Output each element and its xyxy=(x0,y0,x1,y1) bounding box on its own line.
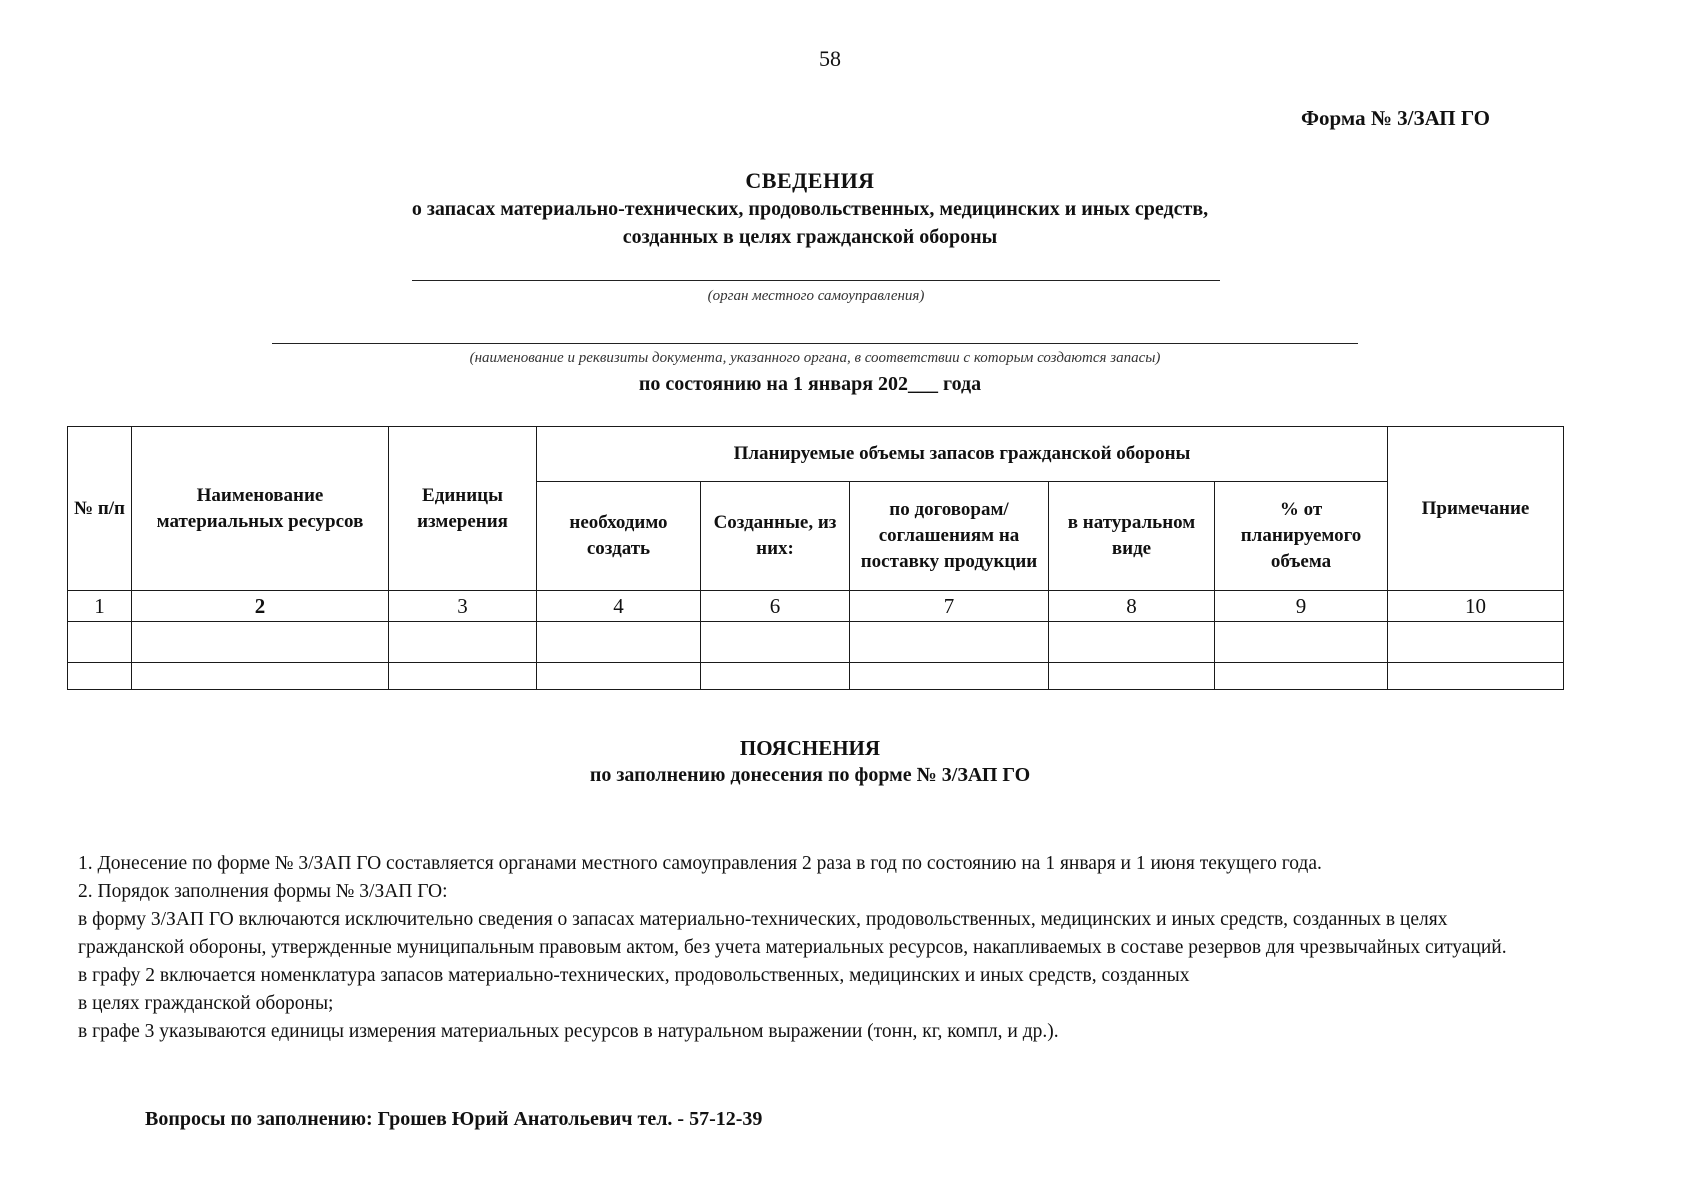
table-cell[interactable] xyxy=(701,622,850,663)
contact-info: Вопросы по заполнению: Грошев Юрий Анатольевич тел. - 57-12-39 xyxy=(145,1108,763,1130)
document-subtitle-line2: созданных в целях гражданской обороны xyxy=(622,226,998,248)
explanation-paragraph: в графе 3 указываются единицы измерения материальных ресурсов в натуральном выражении (тонн, кг, компл, и др.). xyxy=(78,1021,1059,1042)
header-col-note: Примечание xyxy=(1388,427,1564,591)
table-cell[interactable] xyxy=(132,663,389,690)
header-col-units: Единицы измерения xyxy=(389,427,537,591)
as-of-date: по состоянию на 1 января 202___ года xyxy=(638,373,982,395)
table-cell[interactable] xyxy=(1049,622,1215,663)
explanation-paragraph: в графу 2 включается номенклатура запасов материально-технических, продовольственных, медицинских и иных средств, созданных xyxy=(78,965,1190,986)
form-number: Форма № 3/ЗАП ГО xyxy=(1301,106,1490,130)
header-col-name: Наименование материальных ресурсов xyxy=(132,427,389,591)
explanation-paragraph: 2. Порядок заполнения формы № 3/ЗАП ГО: xyxy=(78,881,448,902)
header-col-contracts: по договорам/ соглашениям на поставку продукции xyxy=(850,482,1049,591)
table-row xyxy=(68,663,1564,690)
table-cell[interactable] xyxy=(850,622,1049,663)
column-number: 9 xyxy=(1215,591,1388,622)
table-cell[interactable] xyxy=(701,663,850,690)
table-cell[interactable] xyxy=(389,622,537,663)
column-number: 8 xyxy=(1049,591,1215,622)
document-fill-line[interactable] xyxy=(272,343,1358,344)
column-number: 10 xyxy=(1388,591,1564,622)
table-cell[interactable] xyxy=(68,663,132,690)
header-col-percent: % от планируемого объема xyxy=(1215,482,1388,591)
explanation-paragraph: в форму 3/ЗАП ГО включаются исключительно сведения о запасах материально-технических, продовольственных, медицинских и иных средств, созданных в целях гражданской обороны, утвержденные муниципальным правовым актом, без учета материальных ресурсов, накапливаемых в составе резервов для чрезвычайных ситуаций. xyxy=(78,909,1507,958)
authority-fill-line[interactable] xyxy=(412,280,1220,281)
document-subtitle-line1: о запасах материально-технических, продовольственных, медицинских и иных средств, xyxy=(411,198,1209,220)
report-table xyxy=(67,426,1564,690)
table-cell[interactable] xyxy=(132,622,389,663)
table-row xyxy=(68,622,1564,663)
explanations-subtitle: по заполнению донесения по форме № 3/ЗАП ГО xyxy=(589,764,1031,786)
table-cell[interactable] xyxy=(850,663,1049,690)
explanation-paragraph: в целях гражданской обороны; xyxy=(78,993,334,1014)
column-number: 7 xyxy=(850,591,1049,622)
authority-caption: (орган местного самоуправления) xyxy=(707,288,925,304)
column-number: 2 xyxy=(132,591,389,622)
table-cell[interactable] xyxy=(68,622,132,663)
column-number: 6 xyxy=(701,591,850,622)
column-number-row xyxy=(68,591,1564,622)
table-cell[interactable] xyxy=(1215,622,1388,663)
explanations-title: ПОЯСНЕНИЯ xyxy=(739,736,881,760)
table-cell[interactable] xyxy=(389,663,537,690)
header-col-created: Созданные, из них: xyxy=(701,482,850,591)
table-cell[interactable] xyxy=(1215,663,1388,690)
page-number: 58 xyxy=(819,46,841,71)
column-number: 4 xyxy=(537,591,701,622)
header-col-no: № п/п xyxy=(68,427,132,591)
explanations-body xyxy=(78,850,1558,1046)
header-group-planned: Планируемые объемы запасов гражданской обороны xyxy=(537,427,1388,482)
table-cell[interactable] xyxy=(1388,663,1564,690)
document-title: СВЕДЕНИЯ xyxy=(745,168,875,193)
table-cell[interactable] xyxy=(537,622,701,663)
table-cell[interactable] xyxy=(537,663,701,690)
column-number: 3 xyxy=(389,591,537,622)
header-col-natural: в натуральном виде xyxy=(1049,482,1215,591)
table-cell[interactable] xyxy=(1049,663,1215,690)
table-cell[interactable] xyxy=(1388,622,1564,663)
explanation-paragraph: 1. Донесение по форме № 3/ЗАП ГО составляется органами местного самоуправления 2 раза в год по состоянию на 1 января и 1 июня текущего года. xyxy=(78,853,1322,874)
header-col-need: необходимо создать xyxy=(537,482,701,591)
column-number: 1 xyxy=(68,591,132,622)
document-caption: (наименование и реквизиты документа, указанного органа, в соответствии с которым создаются запасы) xyxy=(469,350,1161,366)
